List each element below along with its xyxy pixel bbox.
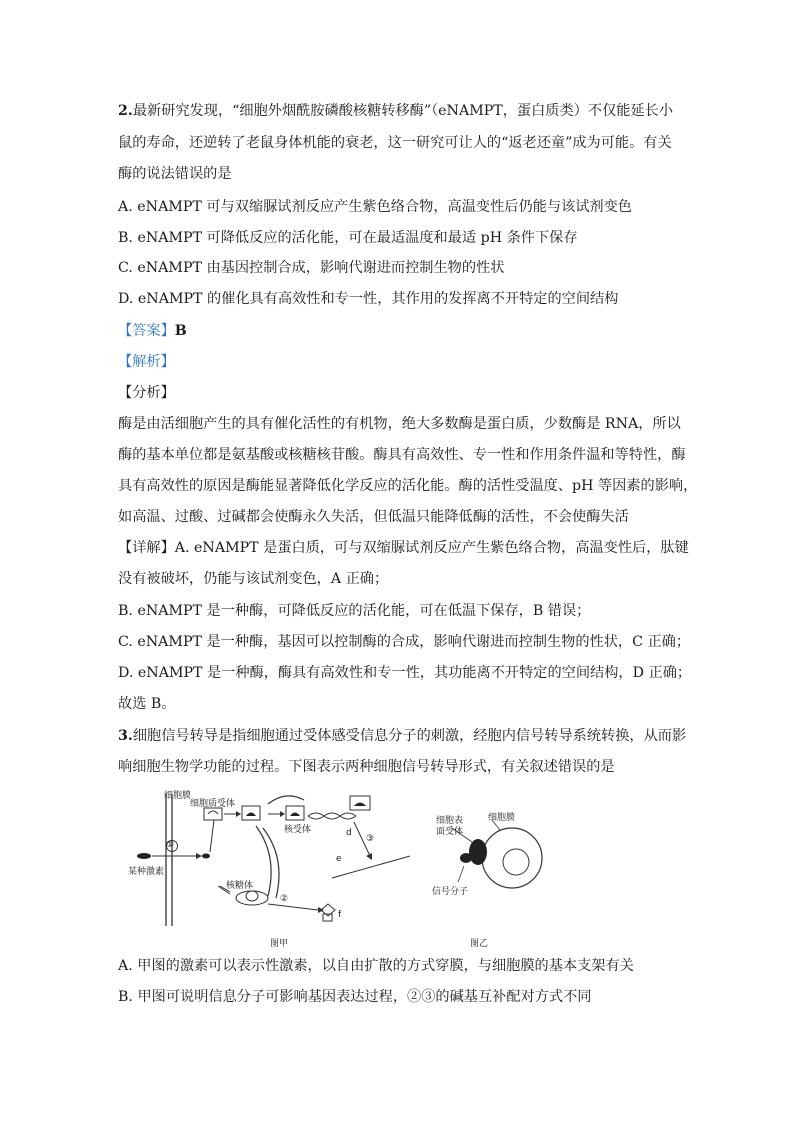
detail-line-2: 没有被破坏，仍能与该试剂变色，A 正确； bbox=[118, 571, 389, 587]
dna-strand-1 bbox=[308, 813, 356, 819]
signal-transduction-figure bbox=[118, 786, 588, 952]
q2-option-a: A. eNAMPT 可与双缩脲试剂反应产生紫色络合物，高温变性后仍能与该试剂变色 bbox=[118, 199, 632, 215]
label-nuclear-receptor: 核受体 bbox=[284, 825, 312, 835]
arrow-to-receptor bbox=[210, 820, 214, 852]
cytoplasm-receptor bbox=[204, 808, 222, 820]
q2-stem-line-2: 鼠的寿命，还逆转了老鼠身体机能的衰老，这一研究可让人的“返老还童”成为可能。有关 bbox=[118, 135, 672, 151]
q3-stem-line-2: 响细胞生物学功能的过程。下图表示两种细胞信号转导形式，有关叙述错误的是 bbox=[118, 759, 615, 775]
answer-line bbox=[118, 321, 187, 341]
hormone-inside bbox=[202, 854, 210, 859]
detail-line-6: 故选 B。 bbox=[118, 696, 176, 712]
caption-jia: 图甲 bbox=[270, 939, 289, 949]
analysis-line-2: 酶的基本单位都是氨基酸或核糖核苷酸。酶具有高效性、专一性和作用条件温和等特性，酶 bbox=[118, 447, 686, 463]
analysis-line-1: 酶是由活细胞产生的具有催化活性的有机物，绝大多数酶是蛋白质，少数酶是 RNA，所以 bbox=[118, 416, 681, 432]
label-surface-receptor: 细胞表 面受体 bbox=[436, 816, 464, 837]
q2-option-d: D. eNAMPT 的催化具有高效性和专一性，其作用的发挥离不开特定的空间结构 bbox=[118, 291, 619, 307]
arrow-1-head bbox=[196, 853, 202, 859]
q2-number: 2. bbox=[118, 103, 133, 119]
fenxi-tag: 【分析】 bbox=[118, 385, 175, 401]
cell-nucleus bbox=[503, 849, 529, 875]
label-membrane-yi: 细胞膜 bbox=[488, 813, 516, 823]
q2-stem-line-3: 酶的说法错误的是 bbox=[118, 166, 232, 182]
detail-line-4: C. eNAMPT 是一种酶，基因可以控制酶的合成，影响代谢进而控制生物的性状，C 正确； bbox=[118, 634, 691, 650]
label-f: f bbox=[338, 910, 342, 920]
label-e: e bbox=[336, 854, 342, 864]
nuclear-envelope-top bbox=[268, 796, 304, 804]
label-d: d bbox=[346, 828, 352, 838]
detail-line-5: D. eNAMPT 是一种酶，酶具有高效性和专一性，其功能离不开特定的空间结构，D 正确； bbox=[118, 665, 692, 681]
jiexi-tag: 【解析】 bbox=[118, 354, 175, 370]
detail-line-1: 【详解】A. eNAMPT 是蛋白质，可与双缩脲试剂反应产生紫色络合物，高温变性后，肽键 bbox=[118, 540, 689, 556]
label-membrane-jia: 细胞膜 bbox=[164, 791, 192, 801]
q3-number: 3. bbox=[118, 728, 133, 744]
label-cytoplasm-receptor: 细胞质受体 bbox=[190, 799, 236, 809]
label-circle-3: ③ bbox=[366, 834, 375, 844]
dna-strand-2 bbox=[308, 813, 356, 819]
label-circle-2: ② bbox=[280, 894, 289, 904]
q2-option-c: C. eNAMPT 由基因控制合成，影响代谢进而控制生物的性状 bbox=[118, 260, 505, 276]
cell-outline bbox=[482, 828, 542, 888]
surface-receptor bbox=[469, 839, 487, 865]
label-signal-molecule: 信号分子 bbox=[432, 887, 469, 897]
detail-tag: 【详解】 bbox=[118, 540, 175, 556]
q2-option-b: B. eNAMPT 可降低反应的活化能，可在最适温度和最适 pH 条件下保存 bbox=[118, 230, 578, 246]
label-circle-1: ① bbox=[166, 840, 175, 850]
label-hormone: 某种激素 bbox=[128, 867, 165, 877]
hormone-particle bbox=[137, 853, 151, 859]
q3-option-a: A. 甲图的激素可以表示性激素，以自由扩散的方式穿膜，与细胞膜的基本支架有关 bbox=[118, 958, 634, 974]
answer-value: B bbox=[174, 323, 187, 339]
detail-line-3: B. eNAMPT 是一种酶，可降低反应的活化能，可在低温下保存，B 错误； bbox=[118, 603, 591, 619]
arrow-2 bbox=[268, 904, 318, 910]
figure-drawing bbox=[118, 786, 588, 952]
caption-yi: 图乙 bbox=[470, 939, 489, 949]
q2-stem-line-1: 2.最新研究发现，“细胞外烟酰胺磷酸核糖转移酶”（eNAMPT，蛋白质类）不仅能延长小 bbox=[118, 103, 674, 119]
signal-molecule bbox=[460, 853, 472, 863]
q3-option-b: B. 甲图可说明信息分子可影响基因表达过程，②③的碱基互补配对方式不同 bbox=[118, 989, 592, 1005]
analysis-line-4: 如高温、过酸、过碱都会使酶永久失活，但低温只能降低酶的活性，不会使酶失活 bbox=[118, 509, 629, 525]
answer-tag: 【答案】 bbox=[118, 323, 175, 339]
label-ribosome: 核糖体 bbox=[226, 881, 254, 891]
analysis-line-3: 具有高效性的原因是酶能显著降低化学反应的活化能。酶的活性受温度、pH 等因素的影响， bbox=[118, 478, 698, 494]
q3-stem-line-1: 3.细胞信号转导是指细胞通过受体感受信息分子的刺激，经胞内信号转导系统转换，从而影 bbox=[118, 728, 687, 744]
